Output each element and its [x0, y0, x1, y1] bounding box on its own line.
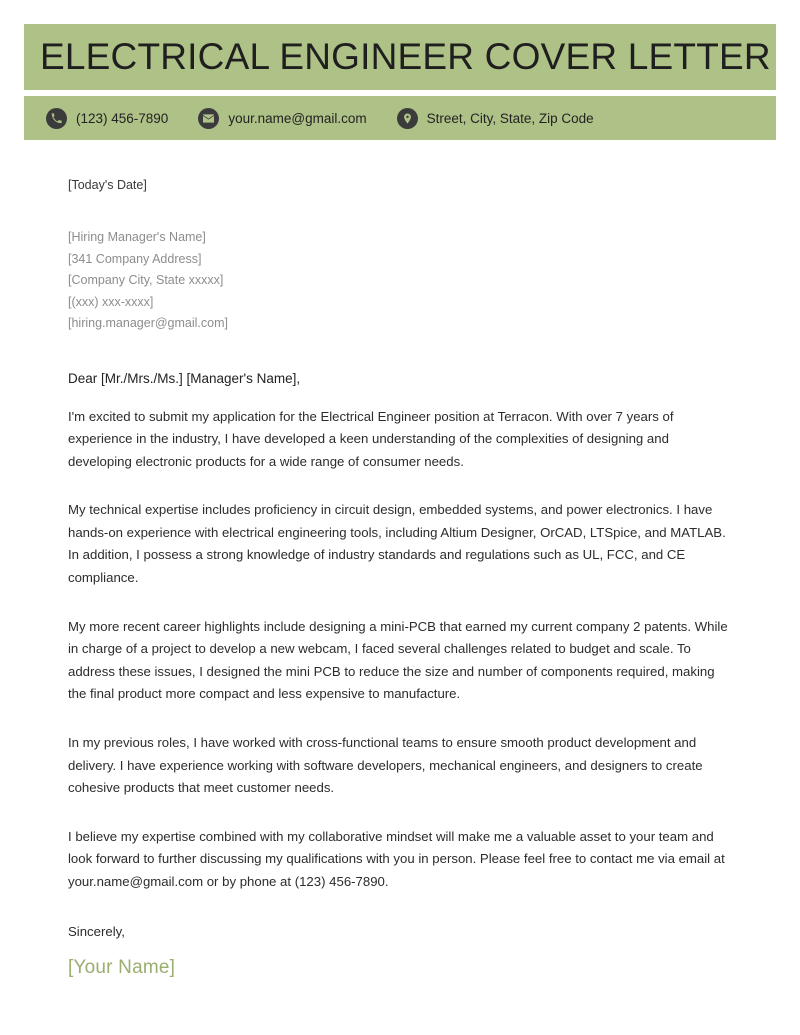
contact-phone	[46, 108, 168, 129]
letter-paragraph: My more recent career highlights include designing a mini-PCB that earned my current company 2 patents. While in charge of a project to develop a new webcam, I faced several challenges related to budget and scale. To address these issues, I designed the mini PCB to reduce the size and number of components required, making the final product more compact and less expensive to manufacture.	[68, 618, 728, 702]
recipient-block	[68, 227, 732, 335]
recipient-line: [Hiring Manager's Name]	[68, 230, 206, 244]
letter-date: [Today's Date]	[68, 178, 147, 192]
salutation: Dear [Mr./Mrs./Ms.] [Manager's Name],	[68, 370, 301, 386]
contact-address-text: Street, City, State, Zip Code	[426, 110, 594, 126]
letter-paragraph: I'm excited to submit my application for the Electrical Engineer position at Terracon. With over 7 years of experience in the industry, I have developed a keen understanding of the complexities of designing and developing electronic products for a wide range of consumer needs.	[68, 408, 674, 469]
letter-paragraph: My technical expertise includes proficiency in circuit design, embedded systems, and power electronics. I have hands-on experience with electrical engineering tools, including Altium Designer, OrCAD, LTSpice, and MATLAB. In addition, I possess a strong knowledge of industry standards and regulations such as UL, FCC, and CE compliance.	[68, 502, 726, 586]
recipient-line: [Company City, State xxxxx]	[68, 273, 224, 287]
contact-email-text: your.name@gmail.com	[228, 110, 367, 126]
letter-paragraph: In my previous roles, I have worked with cross-functional teams to ensure smooth product development and delivery. I have experience working with software developers, mechanical engineers, and designers to create cohesive products that meet customer needs.	[68, 735, 703, 796]
recipient-line: [(xxx) xxx-xxxx]	[68, 294, 154, 309]
recipient-line: [341 Company Address]	[68, 251, 202, 266]
letter-body	[68, 178, 732, 979]
contact-phone-text: (123) 456-7890	[76, 110, 169, 126]
email-icon	[198, 108, 219, 129]
letter-paragraph: I believe my expertise combined with my collaborative mindset will make me a valuable asset to your team and look forward to further discussing my qualifications with you in person. Please feel free to contact me via email at your.name@gmail.com or by phone at (123) 456-7890.	[68, 828, 725, 889]
phone-icon	[46, 108, 67, 129]
location-pin-icon	[397, 108, 418, 129]
header-title-band	[24, 24, 776, 90]
closing-line: Sincerely,	[68, 923, 125, 939]
contact-email	[198, 108, 366, 129]
page-title: ELECTRICAL ENGINEER COVER LETTER	[40, 36, 771, 77]
recipient-line: [hiring.manager@gmail.com]	[68, 316, 228, 330]
contact-bar	[24, 96, 776, 140]
signature-name: [Your Name]	[68, 956, 176, 978]
letter-header	[24, 24, 776, 140]
contact-address	[397, 108, 594, 129]
